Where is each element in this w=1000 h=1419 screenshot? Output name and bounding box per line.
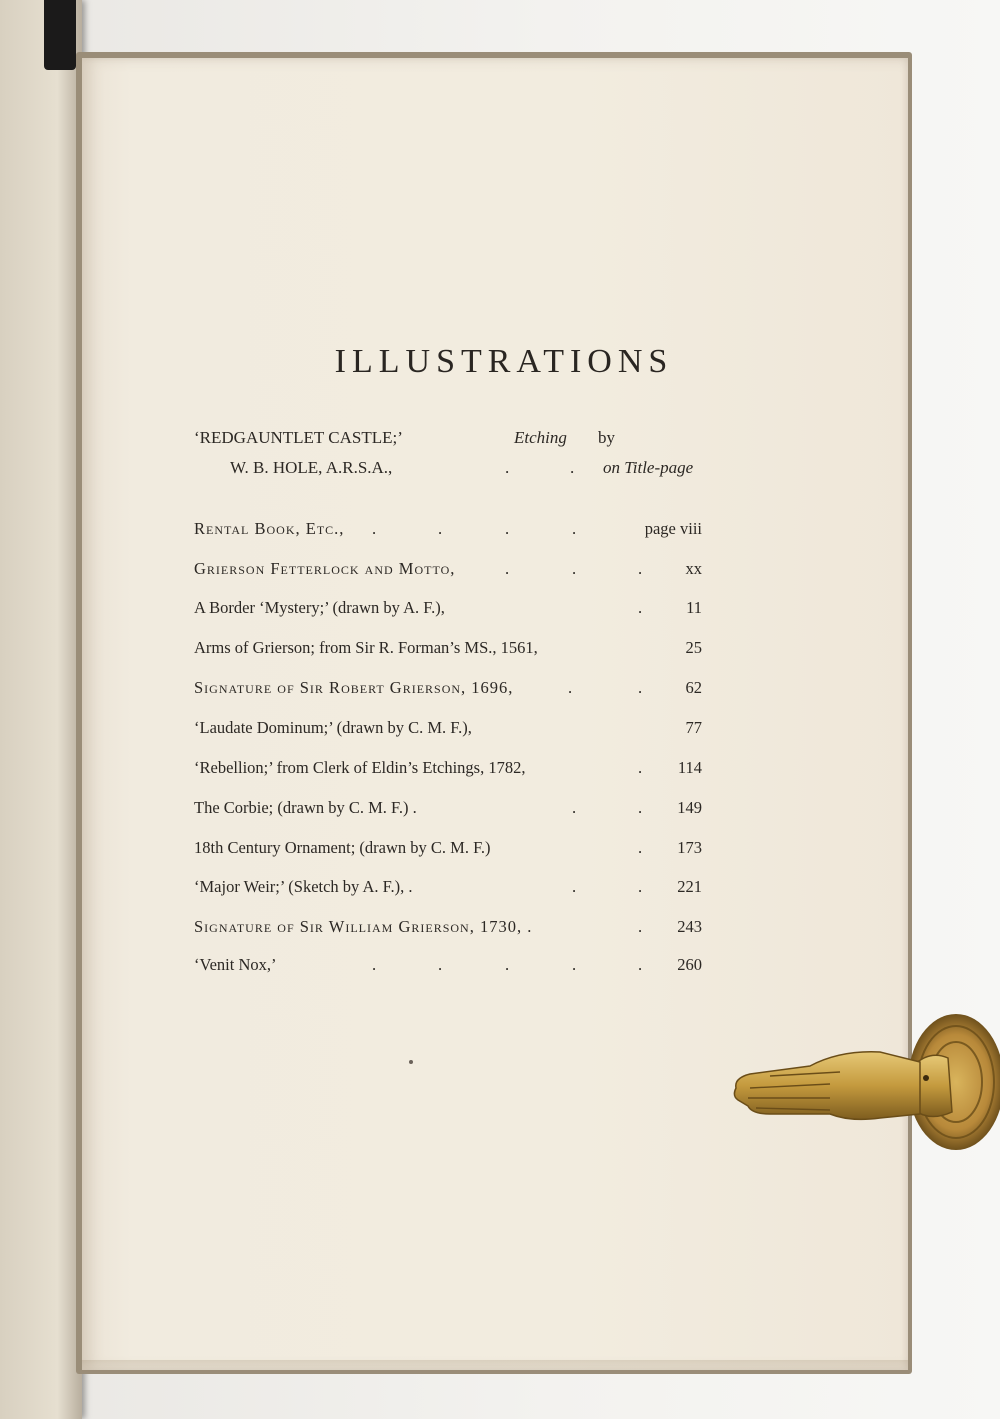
list-item: [194, 559, 702, 583]
leader-dot: .: [638, 955, 643, 974]
leader-dot: .: [568, 678, 573, 697]
page-title: ILLUSTRATIONS: [334, 343, 674, 380]
leader-dot: .: [638, 798, 643, 817]
entry-label: Arms of Grierson; from Sir R. Forman’s MS., 1561,: [194, 638, 538, 657]
entry-label: The Corbie; (drawn by C. M. F.) .: [194, 798, 417, 817]
hand-clip-icon: [730, 1010, 1000, 1150]
frontispiece-title: ‘REDGAUNTLET CASTLE;’: [194, 428, 403, 447]
entry-label: ‘Rebellion;’ from Clerk of Eldin’s Etchings, 1782,: [194, 758, 526, 777]
list-item: [194, 638, 702, 662]
leader-dot: .: [438, 519, 443, 538]
leader-dot: .: [638, 758, 643, 777]
leader-dot: .: [505, 519, 510, 538]
leader-dot: .: [572, 559, 577, 578]
list-item: [194, 917, 702, 941]
frontispiece-location: on Title-page: [603, 458, 694, 477]
entry-label: Rental Book, Etc.,: [194, 519, 345, 538]
entry-page: 221: [677, 877, 702, 896]
left-page-edge: [0, 0, 82, 1419]
leader-dot: .: [638, 598, 643, 617]
leader-dot: .: [372, 955, 377, 974]
page-shadow: [82, 1360, 908, 1374]
leader-dot: .: [505, 955, 510, 974]
leader-dot: .: [638, 838, 643, 857]
cover-edge: [44, 0, 76, 70]
list-item: [194, 798, 702, 822]
entry-page: 114: [677, 758, 702, 777]
leader-dot: .: [638, 559, 643, 578]
list-item: [194, 838, 702, 862]
leader-dot: .: [572, 955, 577, 974]
list-item: [194, 758, 702, 782]
entry-page: 25: [685, 638, 702, 657]
entry-label: ‘Laudate Dominum;’ (drawn by C. M. F.),: [194, 718, 472, 737]
frontispiece-artist: W. B. HOLE, A.R.S.A.,: [230, 458, 393, 477]
leader-dot: .: [572, 798, 577, 817]
entry-label: A Border ‘Mystery;’ (drawn by A. F.),: [194, 598, 445, 617]
leader-dot: .: [572, 519, 577, 538]
book-page: [82, 58, 908, 1370]
list-item: [194, 955, 702, 979]
leader-dot: .: [638, 917, 643, 936]
entry-page: 173: [677, 838, 702, 857]
entry-label: Grierson Fetterlock and Motto,: [194, 559, 456, 578]
list-item: [194, 678, 702, 702]
leader-dot: .: [638, 678, 643, 697]
entry-label: ‘Venit Nox,’: [194, 955, 277, 974]
leader-dot: .: [570, 458, 575, 477]
leader-dot: .: [505, 458, 510, 477]
entry-label: Signature of Sir William Grierson, 1730, .: [194, 917, 533, 936]
leader-dot: .: [572, 877, 577, 896]
entry-label: Signature of Sir Robert Grierson, 1696,: [194, 678, 514, 697]
entry-page: page viii: [644, 519, 702, 538]
leader-dot: .: [505, 559, 510, 578]
entry-page: xx: [685, 559, 702, 578]
list-item: [194, 877, 702, 901]
frontispiece-by: by: [598, 428, 615, 447]
leader-dot: .: [638, 877, 643, 896]
leader-dot: .: [372, 519, 377, 538]
entry-label: 18th Century Ornament; (drawn by C. M. F.): [194, 838, 491, 857]
entry-page: 260: [677, 955, 702, 974]
entry-page: 243: [677, 917, 702, 936]
entry-label: ‘Major Weir;’ (Sketch by A. F.), .: [194, 877, 413, 896]
list-item: [194, 598, 702, 622]
ink-speck: [409, 1060, 413, 1064]
entry-page: 77: [685, 718, 702, 737]
entry-page: 11: [686, 598, 702, 617]
leader-dot: .: [438, 955, 443, 974]
entry-page: 62: [685, 678, 702, 697]
frontispiece-medium: Etching: [514, 428, 567, 447]
list-item: [194, 718, 702, 742]
list-item: [194, 519, 702, 543]
entry-page: 149: [677, 798, 702, 817]
